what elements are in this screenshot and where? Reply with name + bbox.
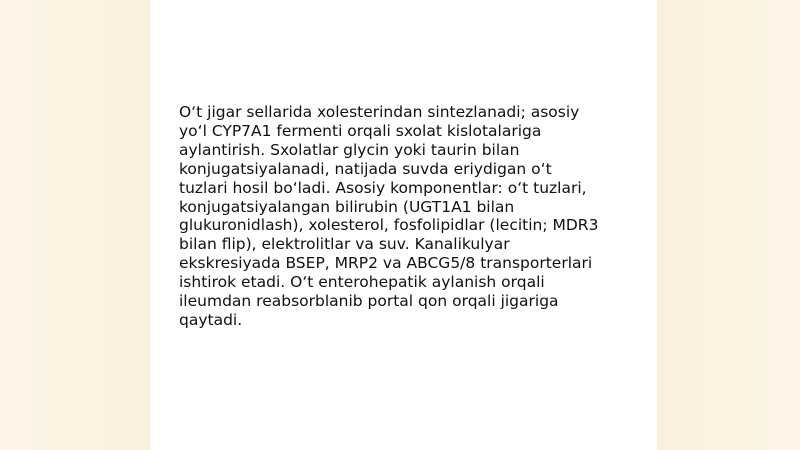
body-paragraph: O‘t jigar sellarida xolesterindan sintezlanadi; asosiy yo‘l CYP7A1 fermenti orqali sxolat kislotalariga aylantirish. Sxolatlar glycin yoki taurin bilan konjugatsiyalanadi, natijada suvda eriydigan o‘t tuzlari hosil bo‘ladi. Asosiy komponentlar: o‘t tuzlari, konjugatsiyalangan bilirubin (UGT1A1 bilan glukuronidlash), xolesterol, fosfolipidlar (lecitin; MDR3 bilan flip), elektrolitlar va suv. Kanalikulyar ekskresiyada BSEP, MRP2 va ABCG5/8 transporterlari ishtirok etadi. O‘t enterohepatik aylanish orqali ileumdan reabsorblanib portal qon orqali jigariga qaytadi. (179, 103, 599, 329)
left-margin-background (0, 0, 150, 450)
right-margin-background (657, 0, 800, 450)
document-page (150, 0, 657, 450)
